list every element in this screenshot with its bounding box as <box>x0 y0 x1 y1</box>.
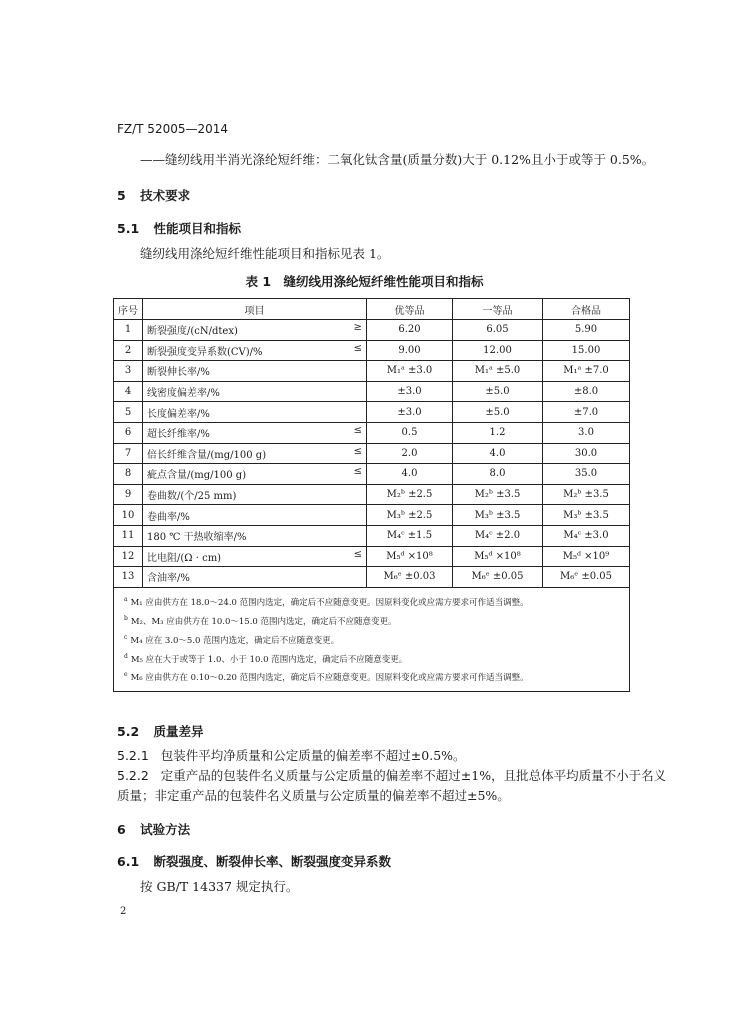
value-qualified: M₆ᵉ ±0.05 <box>543 567 630 588</box>
row-item-label: 含油率/% <box>147 573 190 585</box>
value-first: 6.05 <box>453 320 543 341</box>
clause-5-2-2-line2: 质量；非定重产品的包装件名义质量与公定质量的偏差率不超过±5%。 <box>117 788 510 803</box>
row-item-label: 180 ℃ 干热收缩率/% <box>147 532 247 544</box>
value-first: M₂ᵇ ±3.5 <box>453 484 543 505</box>
value-premium: M₄ᶜ ±1.5 <box>367 525 453 546</box>
clause-text: 包装件平均净质量和公定质量的偏差率不超过±0.5%。 <box>160 748 466 763</box>
table-caption: 表 1 缝纫线用涤纶短纤维性能项目和指标 <box>245 274 484 289</box>
row-comparator: ≤ <box>353 466 362 478</box>
table-row <box>114 320 630 341</box>
value-qualified: ±7.0 <box>543 402 630 423</box>
page-number: 2 <box>120 906 127 917</box>
row-number: 13 <box>114 567 143 588</box>
value-qualified: M₂ᵇ ±3.5 <box>543 484 630 505</box>
value-first: M₆ᵉ ±0.05 <box>453 567 543 588</box>
clause-number: 5.2.1 <box>117 748 149 763</box>
performance-table <box>113 298 630 692</box>
row-item <box>143 484 367 505</box>
table-row <box>114 567 630 588</box>
row-item <box>143 525 367 546</box>
note-c: $^c$ M₄ 应在 3.0～5.0 范围内选定，确定后不应随意变更。 <box>124 633 340 646</box>
value-first: 12.00 <box>453 340 543 361</box>
table-row <box>114 525 630 546</box>
section-number: 5.2 <box>117 724 140 739</box>
value-first: 4.0 <box>453 443 543 464</box>
row-number: 5 <box>114 402 143 423</box>
row-item-label: 疵点含量/(mg/100 g) <box>147 470 247 482</box>
section-title: 技术要求 <box>140 188 191 203</box>
value-first: 8.0 <box>453 464 543 485</box>
value-premium: ±3.0 <box>367 381 453 402</box>
table-row <box>114 381 630 402</box>
section-number: 6 <box>117 822 126 837</box>
value-first: M₅ᵈ ×10⁸ <box>453 546 543 567</box>
row-item <box>143 443 367 464</box>
row-comparator: ≤ <box>353 425 362 437</box>
value-premium: ±3.0 <box>367 402 453 423</box>
section-number: 5.1 <box>117 221 140 236</box>
table-row <box>114 340 630 361</box>
header-grade-first: 一等品 <box>453 299 543 320</box>
section-title: 性能项目和指标 <box>153 221 242 236</box>
value-premium: 6.20 <box>367 320 453 341</box>
note-e: $^e$ M₆ 应由供方在 0.10～0.20 范围内选定，确定后不应随意变更。因原料变化或应需方要求可作适当调整。 <box>124 671 529 684</box>
value-premium: M₆ᵉ ±0.03 <box>367 567 453 588</box>
value-premium: M₅ᵈ ×10⁸ <box>367 546 453 567</box>
section-5-2-heading <box>117 722 204 740</box>
definition-line: ——缝纫线用半消光涤纶短纤维：二氧化钛含量(质量分数)大于 0.12%且小于或等于 0.5%。 <box>140 152 655 167</box>
header-grade-qualified: 合格品 <box>543 299 630 320</box>
value-qualified: M₄ᶜ ±3.0 <box>543 525 630 546</box>
note-a: $^a$ M₁ 应由供方在 18.0～24.0 范围内选定，确定后不应随意变更。因原料变化或应需方要求可作适当调整。 <box>124 596 529 608</box>
section-title: 断裂强度、断裂伸长率、断裂强度变异系数 <box>153 854 392 869</box>
row-item-label: 断裂强度/(cN/dtex) <box>147 326 238 338</box>
row-item-label: 断裂强度变异系数(CV)/% <box>147 346 263 358</box>
row-item <box>143 381 367 402</box>
note-b: $^b$ M₂、M₃ 应由供方在 10.0～15.0 范围内选定，确定后不应随意变更。 <box>124 614 397 627</box>
row-item <box>143 567 367 588</box>
row-item <box>143 361 367 382</box>
row-comparator: ≥ <box>353 322 362 334</box>
row-number: 3 <box>114 361 143 382</box>
row-item <box>143 402 367 423</box>
value-first: ±5.0 <box>453 402 543 423</box>
row-number: 1 <box>114 320 143 341</box>
row-item <box>143 505 367 526</box>
value-qualified: 35.0 <box>543 464 630 485</box>
table-row <box>114 361 630 382</box>
value-qualified: 30.0 <box>543 443 630 464</box>
row-item-label: 线密度偏差率/% <box>147 388 220 400</box>
section-5-1-text: 缝纫线用涤纶短纤维性能项目和指标见表 1。 <box>140 246 390 261</box>
value-premium: 4.0 <box>367 464 453 485</box>
table-row <box>114 505 630 526</box>
value-qualified: M₅ᵈ ×10⁹ <box>543 546 630 567</box>
row-number: 7 <box>114 443 143 464</box>
section-6-1-text: 按 GB/T 14337 规定执行。 <box>140 879 299 894</box>
row-number: 12 <box>114 546 143 567</box>
value-qualified: 3.0 <box>543 422 630 443</box>
row-item <box>143 320 367 341</box>
table-row <box>114 546 630 567</box>
value-premium: 0.5 <box>367 422 453 443</box>
value-premium: M₁ᵃ ±3.0 <box>367 361 453 382</box>
row-number: 9 <box>114 484 143 505</box>
row-comparator: ≤ <box>353 548 362 560</box>
row-item-label: 卷曲率/% <box>147 511 190 523</box>
table-row <box>114 422 630 443</box>
header-item: 项目 <box>143 299 367 320</box>
value-qualified: M₁ᵃ ±7.0 <box>543 361 630 382</box>
section-title: 试验方法 <box>140 822 191 837</box>
row-number: 10 <box>114 505 143 526</box>
row-item <box>143 340 367 361</box>
value-qualified: 5.90 <box>543 320 630 341</box>
value-first: M₄ᶜ ±2.0 <box>453 525 543 546</box>
section-6-1-heading <box>117 852 391 870</box>
value-premium: M₂ᵇ ±2.5 <box>367 484 453 505</box>
table-notes <box>114 587 630 691</box>
table-row <box>114 402 630 423</box>
value-premium: 2.0 <box>367 443 453 464</box>
section-number: 6.1 <box>117 854 140 869</box>
section-5-1-heading <box>117 219 241 237</box>
row-number: 8 <box>114 464 143 485</box>
row-number: 6 <box>114 422 143 443</box>
clause-5-2-2 <box>117 766 666 784</box>
table-row <box>114 443 630 464</box>
value-first: 1.2 <box>453 422 543 443</box>
row-item <box>143 546 367 567</box>
row-comparator: ≤ <box>353 445 362 457</box>
header-no: 序号 <box>114 299 143 320</box>
section-number: 5 <box>117 188 126 203</box>
row-item-label: 比电阻/(Ω · cm) <box>147 552 222 564</box>
section-6-heading <box>117 820 190 838</box>
row-item <box>143 464 367 485</box>
row-comparator: ≤ <box>353 342 362 354</box>
row-item-label: 超长纤维率/% <box>147 429 210 441</box>
table-row <box>114 484 630 505</box>
value-qualified: 15.00 <box>543 340 630 361</box>
value-first: M₁ᵃ ±5.0 <box>453 361 543 382</box>
value-premium: 9.00 <box>367 340 453 361</box>
clause-number: 5.2.2 <box>117 768 149 783</box>
row-item <box>143 422 367 443</box>
table-header-row <box>114 299 630 320</box>
table-notes-row <box>114 587 630 691</box>
clause-5-2-1 <box>117 746 466 764</box>
row-number: 2 <box>114 340 143 361</box>
row-number: 4 <box>114 381 143 402</box>
section-5-heading <box>117 186 190 204</box>
value-first: M₃ᵇ ±3.5 <box>453 505 543 526</box>
row-item-label: 倍长纤维含量/(mg/100 g) <box>147 449 267 461</box>
row-item-label: 长度偏差率/% <box>147 408 210 420</box>
clause-text-line1: 定重产品的包装件名义质量与公定质量的偏差率不超过±1%，且批总体平均质量不小于名义 <box>160 768 667 783</box>
row-number: 11 <box>114 525 143 546</box>
note-d: $^d$ M₅ 应在大于或等于 1.0、小于 10.0 范围内选定，确定后不应随意变更。 <box>124 652 408 665</box>
value-qualified: ±8.0 <box>543 381 630 402</box>
header-grade-premium: 优等品 <box>367 299 453 320</box>
value-premium: M₃ᵇ ±2.5 <box>367 505 453 526</box>
section-title: 质量差异 <box>153 724 204 739</box>
row-item-label: 卷曲数/(个/25 mm) <box>147 491 237 503</box>
value-first: ±5.0 <box>453 381 543 402</box>
table-row <box>114 464 630 485</box>
document-header: FZ/T 52005—2014 <box>117 122 229 136</box>
row-item-label: 断裂伸长率/% <box>147 367 210 379</box>
value-qualified: M₃ᵇ ±3.5 <box>543 505 630 526</box>
